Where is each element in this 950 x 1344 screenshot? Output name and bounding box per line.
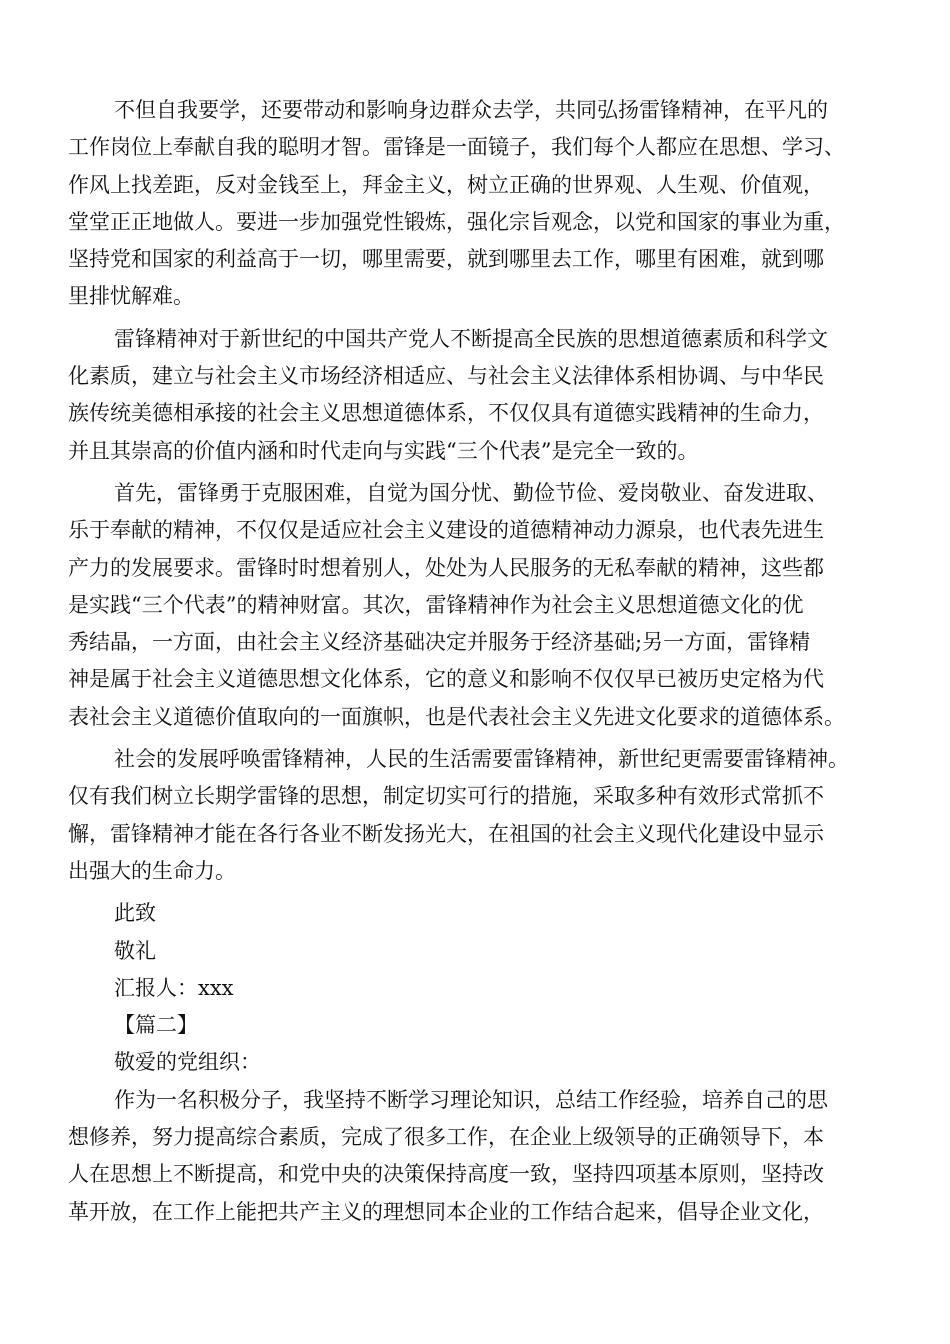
text-line: 里排忧解难。 xyxy=(68,284,194,309)
text-line: 族传统美德相承接的社会主义思想道德体系，不仅仅具有道德实践精神的生命力， xyxy=(68,401,824,426)
paragraph xyxy=(68,1044,890,1081)
text-line: 工作岗位上奉献自我的聪明才智。雷锋是一面镜子，我们每个人都应在思想、学习、 xyxy=(68,135,845,160)
paragraph xyxy=(68,92,890,316)
text-line: 坚持党和国家的利益高于一切，哪里需要，就到哪里去工作，哪里有困难，就到哪 xyxy=(68,247,824,272)
text-line: 汇报人：xxx xyxy=(114,975,234,1000)
paragraph xyxy=(68,1082,890,1231)
text-line: 懈，雷锋精神才能在各行各业不断发扬光大，在祖国的社会主义现代化建设中显示 xyxy=(68,821,824,846)
text-line: 作为一名积极分子，我坚持不断学习理论知识，总结工作经验，培养自己的思 xyxy=(114,1087,828,1112)
text-line: 仅有我们树立长期学雷锋的思想，制定切实可行的措施，采取多种有效形式常抓不 xyxy=(68,784,824,809)
paragraph xyxy=(68,321,890,470)
text-line: 产力的发展要求。雷锋时时想着别人，处处为人民服务的无私奉献的精神，这些都 xyxy=(68,555,824,580)
text-line: 人在思想上不断提高，和党中央的决策保持高度一致，坚持四项基本原则，坚持改 xyxy=(68,1162,824,1187)
text-line: 敬爱的党组织： xyxy=(114,1050,261,1075)
text-line: 堂堂正正地做人。要进一步加强党性锻炼，强化宗旨观念，以党和国家的事业为重， xyxy=(68,209,845,234)
text-line: 并且其崇高的价值内涵和时代走向与实践“三个代表”是完全一致的。 xyxy=(68,438,699,463)
text-line: 此致 xyxy=(114,901,156,926)
text-line: 乐于奉献的精神，不仅仅是适应社会主义建设的道德精神动力源泉，也代表先进生 xyxy=(68,518,824,543)
paragraph xyxy=(68,933,890,970)
paragraph xyxy=(68,475,890,736)
text-line: 神是属于社会主义道德思想文化体系，它的意义和影响不仅仅早已被历史定格为代 xyxy=(68,667,824,692)
text-line: 表社会主义道德价值取向的一面旗帜，也是代表社会主义先进文化要求的道德体系。 xyxy=(68,704,845,729)
text-line: 【篇二】 xyxy=(114,1013,198,1038)
text-line: 雷锋精神对于新世纪的中国共产党人不断提高全民族的思想道德素质和科学文 xyxy=(114,326,828,351)
paragraph xyxy=(68,970,890,1007)
text-line: 首先，雷锋勇于克服困难，自觉为国分忧、勤俭节俭、爱岗敬业、奋发进取、 xyxy=(114,480,828,505)
text-line: 出强大的生命力。 xyxy=(68,858,236,883)
paragraph xyxy=(68,895,890,932)
text-line: 作风上找差距，反对金钱至上，拜金主义，树立正确的世界观、人生观、价值观， xyxy=(68,172,824,197)
text-line: 革开放，在工作上能把共产主义的理想同本企业的工作结合起来，倡导企业文化， xyxy=(68,1199,824,1224)
text-line: 不但自我要学，还要带动和影响身边群众去学，共同弘扬雷锋精神，在平凡的 xyxy=(114,98,828,122)
text-line: 秀结晶，一方面，由社会主义经济基础决定并服务于经济基础;另一方面，雷锋精 xyxy=(68,630,811,655)
text-line: 化素质，建立与社会主义市场经济相适应、与社会主义法律体系相协调、与中华民 xyxy=(68,364,824,389)
paragraph xyxy=(68,1007,890,1044)
document-body xyxy=(68,92,890,1231)
text-line: 是实践“三个代表”的精神财富。其次，雷锋精神作为社会主义思想道德文化的优 xyxy=(68,592,804,617)
text-line: 敬礼 xyxy=(114,938,156,963)
paragraph xyxy=(68,741,890,890)
text-line: 想修养，努力提高综合素质，完成了很多工作，在企业上级领导的正确领导下，本 xyxy=(68,1125,824,1150)
text-line: 社会的发展呼唤雷锋精神，人民的生活需要雷锋精神，新世纪更需要雷锋精神。 xyxy=(114,747,849,772)
